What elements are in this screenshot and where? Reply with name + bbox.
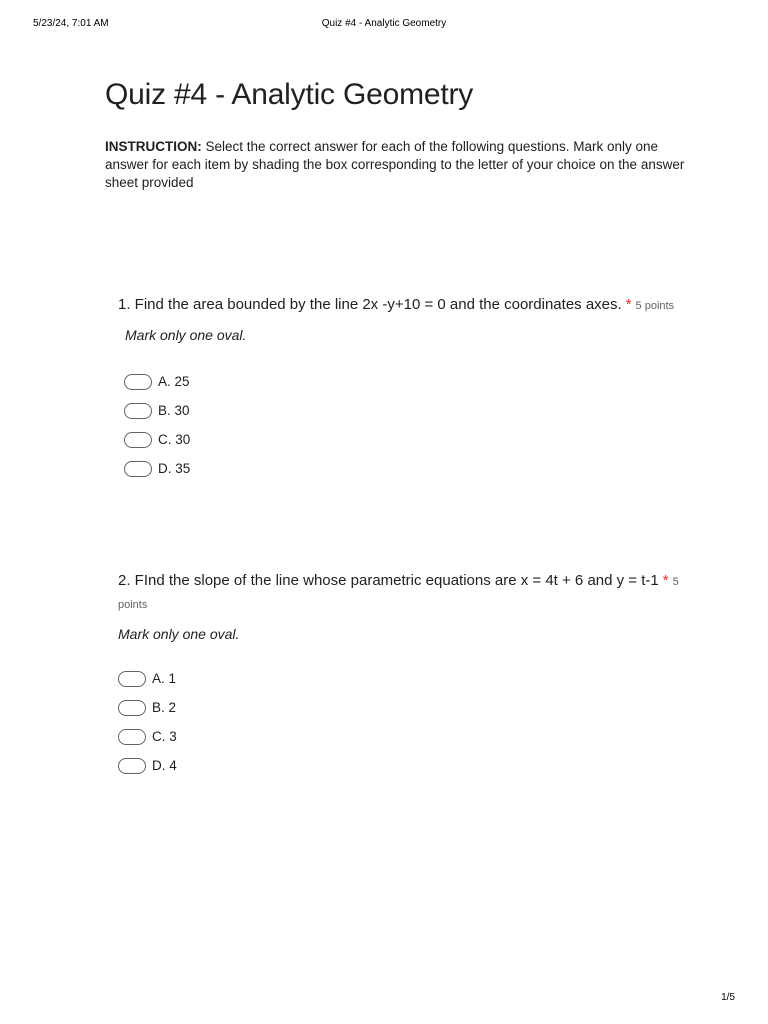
option-label: A. 25 [158,374,190,389]
option-label: B. 30 [158,403,190,418]
option-label: A. 1 [152,671,177,686]
option-row[interactable] [124,396,688,425]
option-label: D. 4 [152,758,177,773]
oval-radio[interactable] [124,374,152,390]
option-label: C. 3 [152,729,177,744]
instruction-label: INSTRUCTION: [105,139,202,154]
question-2 [118,570,688,796]
required-asterisk: * [625,296,632,313]
question-1-points: 5 points [635,300,675,312]
option-row[interactable] [118,722,688,751]
option-label: C. 30 [158,432,191,447]
print-doc-title: Quiz #4 - Analytic Geometry [321,18,447,29]
option-row[interactable] [118,664,688,693]
oval-radio[interactable] [118,729,146,745]
option-row[interactable] [118,693,688,722]
question-2-text: 2. FInd the slope of the line whose parametric equations are x = 4t + 6 and y = t-1 [118,572,659,589]
question-1-options [124,367,688,483]
question-1-note: Mark only one oval. [125,327,247,343]
question-1 [118,294,688,499]
question-2-points: 5 points [118,576,679,611]
oval-radio[interactable] [118,758,146,774]
form-instruction [105,138,705,192]
oval-radio[interactable] [124,432,152,448]
option-row[interactable] [118,751,688,780]
print-header [33,18,735,32]
instruction-text: Select the correct answer for each of the following questions. Mark only one answer for each item by shading the box corresponding to the letter of your choice on the answer sheet provided [105,139,685,190]
oval-radio[interactable] [118,700,146,716]
required-asterisk: * [662,572,669,589]
option-row[interactable] [124,367,688,396]
option-label: B. 2 [152,700,177,715]
option-row[interactable] [124,425,688,454]
form-title: Quiz #4 - Analytic Geometry [105,78,474,111]
question-2-text-row [118,570,688,616]
question-1-text-row [118,294,688,317]
oval-radio[interactable] [118,671,146,687]
oval-radio[interactable] [124,461,152,477]
print-date: 5/23/24, 7:01 AM [33,18,109,29]
question-2-note: Mark only one oval. [118,626,240,642]
option-label: D. 35 [158,461,191,476]
oval-radio[interactable] [124,403,152,419]
question-2-options [118,664,688,780]
page-number: 1/5 [721,992,735,1003]
question-1-text: 1. Find the area bounded by the line 2x -y+10 = 0 and the coordinates axes. [118,296,622,313]
option-row[interactable] [124,454,688,483]
